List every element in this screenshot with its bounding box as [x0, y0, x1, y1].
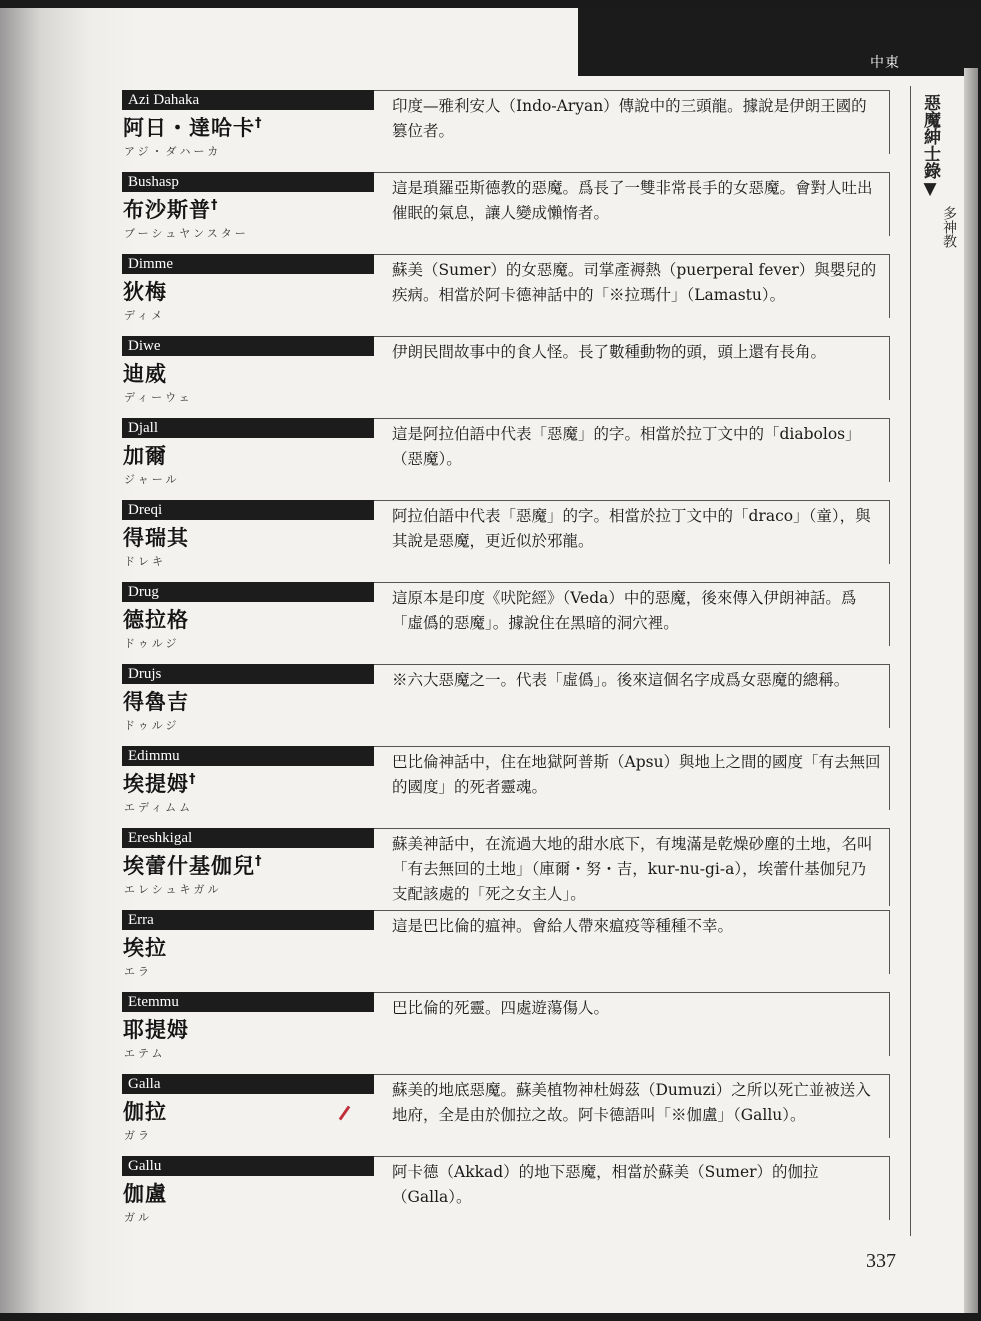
entry-katakana: エテム [124, 1047, 166, 1060]
entry [122, 664, 890, 740]
side-index-band [910, 86, 970, 1236]
entry [122, 582, 890, 658]
entry-latin-name: Dimme [122, 254, 374, 274]
entry [122, 828, 890, 904]
entry-katakana: アジ・ダハーカ [124, 145, 222, 158]
side-title: 惡魔紳士錄▼ [920, 94, 940, 199]
entry-chinese-name: 得魯吉 [123, 690, 189, 714]
entry-chinese-name: 耶提姆 [123, 1018, 189, 1042]
entry-chinese-name: 伽盧 [123, 1182, 167, 1206]
page-number: 337 [866, 1250, 896, 1272]
entry-latin-name: Diwe [122, 336, 374, 356]
entry [122, 992, 890, 1068]
entry-description: 蘇美（Sumer）的女惡魔。司掌產褥熱（puerperal fever）與嬰兒的疾病。相當於阿卡德神話中的「※拉瑪什」（Lamastu）。 [374, 254, 890, 318]
page-edge [964, 68, 978, 1313]
entry-katakana: エレシュキガル [124, 883, 222, 896]
dagger-mark: † [189, 772, 197, 787]
entry-katakana: ディメ [124, 309, 166, 322]
entry-description: 這原本是印度《吠陀經》（Veda）中的惡魔，後來傳入伊朗神話。爲「虛僞的惡魔」。據說住在黑暗的洞穴裡。 [374, 582, 890, 646]
entry [122, 172, 890, 248]
book-page [0, 8, 978, 1313]
entry-katakana: ディーウェ [124, 391, 193, 404]
entry-description: 阿拉伯語中代表「惡魔」的字。相當於拉丁文中的「draco」（童），與其說是惡魔，更近似於邪龍。 [374, 500, 890, 564]
entry-description: 巴比倫神話中，住在地獄阿普斯（Apsu）與地上之間的國度「有去無回的國度」的死者靈魂。 [374, 746, 890, 810]
entry [122, 1074, 890, 1150]
entry-chinese-name: 加爾 [123, 444, 167, 468]
region-label: 中東 [870, 55, 900, 71]
entry-latin-name: Galla [122, 1074, 374, 1094]
entry [122, 90, 890, 166]
entry-katakana: ガル [124, 1211, 152, 1224]
entry-description: 巴比倫的死靈。四處遊蕩傷人。 [374, 992, 890, 1056]
entry-katakana: ガラ [124, 1129, 152, 1142]
entry [122, 910, 890, 986]
entry-katakana: ドレキ [124, 555, 166, 568]
entry-description: 這是瑣羅亞斯德教的惡魔。爲長了一雙非常長手的女惡魔。會對人吐出催眠的氣息，讓人變成懶惰者。 [374, 172, 890, 236]
entry-description: 伊朗民間故事中的食人怪。長了數種動物的頭，頭上還有長角。 [374, 336, 890, 400]
entry-description: ※六大惡魔之一。代表「虛僞」。後來這個名字成爲女惡魔的總稱。 [374, 664, 890, 728]
entry [122, 254, 890, 330]
entry [122, 500, 890, 576]
entry-chinese-name: 埃拉 [123, 936, 167, 960]
entry-chinese-name: 埃蕾什基伽兒† [123, 854, 263, 878]
entry-chinese-name: 狄梅 [123, 280, 167, 304]
region-tab [578, 8, 978, 76]
entry-latin-name: Drujs [122, 664, 374, 684]
dagger-mark: † [255, 116, 263, 131]
entry-latin-name: Erra [122, 910, 374, 930]
entry-chinese-name: 德拉格 [123, 608, 189, 632]
entry [122, 336, 890, 412]
entry-latin-name: Drug [122, 582, 374, 602]
entry [122, 1156, 890, 1232]
entry-latin-name: Djall [122, 418, 374, 438]
entry-katakana: ブーシュヤンスター [124, 227, 249, 240]
entry-chinese-name: 迪威 [123, 362, 167, 386]
entry-katakana: エディムム [124, 801, 194, 814]
entry-chinese-name: 得瑞其 [123, 526, 189, 550]
entry-latin-name: Ereshkigal [122, 828, 374, 848]
entry-latin-name: Bushasp [122, 172, 374, 192]
dagger-mark: † [211, 198, 219, 213]
entry-description: 蘇美的地底惡魔。蘇美植物神杜姆茲（Dumuzi）之所以死亡並被送入地府，全是由於伽拉之故。阿卡德語叫「※伽盧」（Gallu）。 [374, 1074, 890, 1138]
entry-latin-name: Dreqi [122, 500, 374, 520]
entry-katakana: エラ [124, 965, 152, 978]
entry-latin-name: Etemmu [122, 992, 374, 1012]
entry-latin-name: Edimmu [122, 746, 374, 766]
entry-latin-name: Azi Dahaka [122, 90, 374, 110]
entry-katakana: ドゥルジ [124, 719, 180, 732]
entry-katakana: ドゥルジ [124, 637, 180, 650]
entry [122, 418, 890, 494]
entry-chinese-name: 埃提姆† [123, 772, 197, 796]
dagger-mark: † [255, 854, 263, 869]
entry-description: 阿卡德（Akkad）的地下惡魔，相當於蘇美（Sumer）的伽拉（Galla）。 [374, 1156, 890, 1220]
entry-chinese-name: 伽拉 [123, 1100, 167, 1124]
side-subtitle: 多神教 [941, 206, 957, 248]
entry-description: 蘇美神話中，在流過大地的甜水底下，有塊滿是乾燥砂塵的土地，名叫「有去無回的土地」（庫爾・努・吉，kur-nu-gi-a），埃蕾什基伽兒乃支配該處的「死之女主人」。 [374, 828, 890, 906]
entry-katakana: ジャール [124, 473, 180, 486]
entry-description: 印度—雅利安人（Indo-Aryan）傳說中的三頭龍。據說是伊朗王國的篡位者。 [374, 90, 890, 154]
entry [122, 746, 890, 822]
entry-description: 這是巴比倫的瘟神。會給人帶來瘟疫等種種不幸。 [374, 910, 890, 974]
entry-chinese-name: 阿日・達哈卡† [123, 116, 263, 140]
entry-latin-name: Gallu [122, 1156, 374, 1176]
entry-chinese-name: 布沙斯普† [123, 198, 219, 222]
entry-description: 這是阿拉伯語中代表「惡魔」的字。相當於拉丁文中的「diabolos」（惡魔）。 [374, 418, 890, 482]
